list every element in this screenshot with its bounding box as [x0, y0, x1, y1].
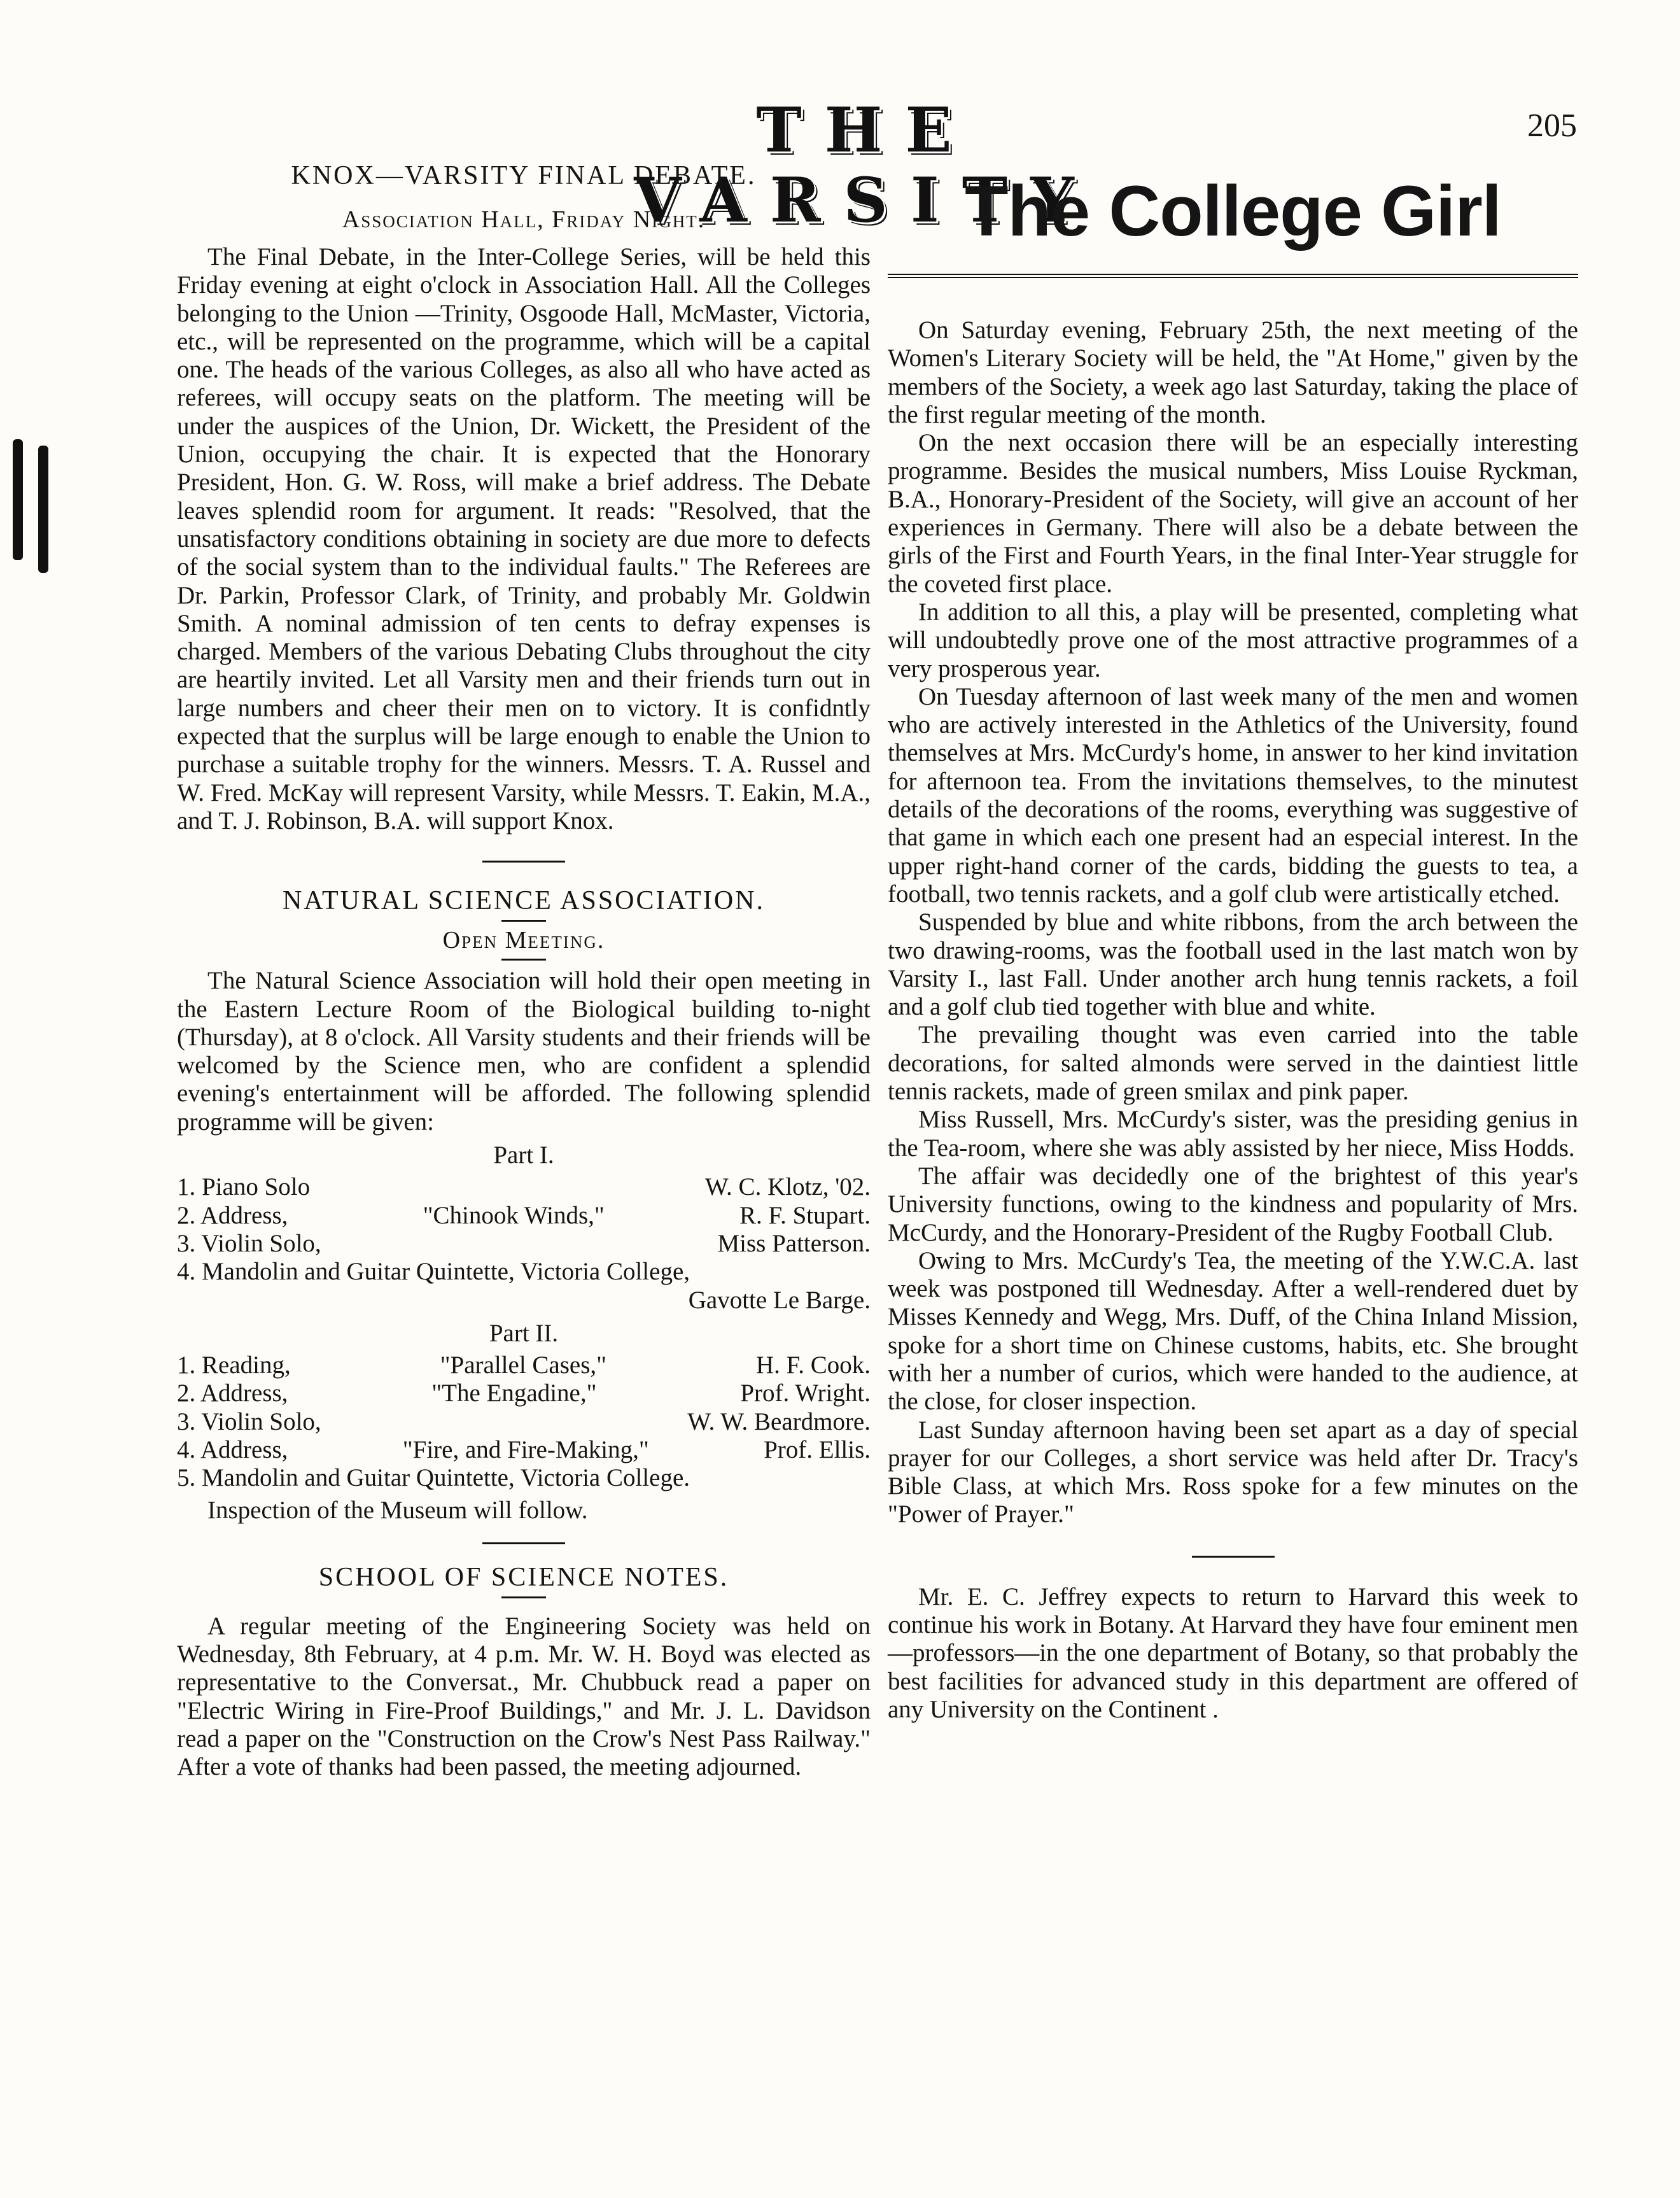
college-girl-paragraph: Last Sunday afternoon having been set apart as a day of special prayer for our Colleges, a short service was held after Dr. Tracy's Bible Class, at which Mrs. Ross spoke for a few minutes on the "Power of Prayer.": [888, 1416, 1578, 1528]
college-girl-paragraph: Miss Russell, Mrs. McCurdy's sister, was the presiding genius in the Tea-room, where she was ably assisted by her niece, Miss Hodds.: [888, 1106, 1578, 1162]
college-girl-paragraph: On Saturday evening, February 25th, the next meeting of the Women's Literary Society will be held, the "At Home," given by the members of the Society, a week ago last Saturday, taking the place of the first regular meeting of the month.: [888, 316, 1578, 428]
programme-item: 3. Violin Solo, W. W. Beardmore.: [177, 1407, 871, 1435]
right-column: [888, 159, 1578, 1724]
programme-part-1-label: Part I.: [493, 1141, 554, 1169]
section-divider: [1192, 1556, 1275, 1558]
section-divider: [501, 920, 546, 922]
college-girl-paragraph: In addition to all this, a play will be presented, completing what will undoubtedly prove one of the most attractive programmes of a very prosperous year.: [888, 598, 1578, 682]
knox-debate-subheading: Association Hall, Friday Night.: [342, 206, 706, 233]
college-girl-paragraph: Suspended by blue and white ribbons, from the arch between the two drawing-rooms, was the football used in the last match won by Varsity I., last Fall. Under another arch hung tennis rackets, a foil and a golf club tied together with blue and white.: [888, 908, 1578, 1021]
college-girl-title: The College Girl: [965, 171, 1501, 251]
college-girl-paragraph: On Tuesday afternoon of last week many of the men and women who are actively interested in the Athletics of the University, found themselves at Mrs. McCurdy's home, in answer to her kind invitation for afternoon tea. From the invitations themselves, to the minutest details of the decorations of the rooms, everything was suggestive of that game in which each one present had an especial interest. In the upper right-hand corner of the cards, bidding the guests to tea, a football, two tennis rackets, and a golf club were artistically etched.: [888, 682, 1578, 908]
college-girl-paragraph: The affair was decidedly one of the brightest of this year's University functions, owing to the kindness and popularity of Mrs. McCurdy, and the Honorary-President of the Rugby Football Club.: [888, 1162, 1578, 1246]
masthead-title: THE VARSITY: [634, 94, 1097, 236]
programme-item: 5. Mandolin and Guitar Quintette, Victoria College.: [177, 1464, 690, 1492]
programme-closing: Inspection of the Museum will follow.: [207, 1496, 588, 1524]
jeffrey-note: Mr. E. C. Jeffrey expects to return to Harvard this week to continue his work in Botany. At Harvard they have four eminent men—professors—in the one department of Botany, so that probably the best facilities for advanced study in this department are offered of any University on the Continent .: [888, 1582, 1578, 1723]
programme-item: 4. Mandolin and Guitar Quintette, Victoria College, Gavotte Le Barge.: [177, 1258, 871, 1314]
programme-part-1: [177, 1173, 871, 1314]
programme-part-2: [177, 1351, 871, 1492]
section-divider: [482, 1542, 565, 1544]
programme-item: 2. Address, "Chinook Winds," R. F. Stupart.: [177, 1201, 871, 1229]
programme-part-2-label: Part II.: [489, 1319, 559, 1347]
natural-science-body: The Natural Science Association will hold their open meeting in the Eastern Lecture Room of the Biological building to-night (Thursday), at 8 o'clock. All Varsity students and their friends will be welcomed by the Science men, who are confident a splendid evening's entertainment will be afforded. The following splendid programme will be given:: [177, 967, 871, 1136]
section-divider: [501, 959, 546, 961]
college-girl-paragraph: The prevailing thought was even carried into the table decorations, for salted almonds were served in the daintiest little tennis rackets, made of green smilax and pink paper.: [888, 1021, 1578, 1106]
programme-item: 1. Piano Solo W. C. Klotz, '02.: [177, 1173, 871, 1201]
section-divider: [482, 861, 565, 863]
knox-debate-body: The Final Debate, in the Inter-College Series, will be held this Friday evening at eight o'clock in Association Hall. All the Colleges belonging to the Union —Trinity, Osgoode Hall, McMaster, Victoria, etc., will be represented on the programme, which will be a capital one. The heads of the various Colleges, as also all who have acted as referees, will occupy seats on the platform. The meeting will be under the auspices of the Union, Dr. Wickett, the President of the Union, occupying the chair. It is expected that the Honorary President, Hon. G. W. Ross, will make a brief address. The Debate leaves splendid room for argument. It reads: "Resolved, that the unsatisfactory conditions obtaining in society are due more to defects of the social system than to the individual faults." The Referees are Dr. Parkin, Professor Clark, of Trinity, and probably Mr. Goldwin Smith. A nominal admission of ten cents to defray expenses is charged. Members of the various Debating Clubs throughout the city are heartily invited. Let all Varsity men and their friends turn out in large numbers and cheer their men on to victory. It is confidntly expected that the surplus will be large enough to enable the Union to purchase a suitable trophy for the winners. Messrs. T. A. Russel and W. Fred. McKay will represent Varsity, while Messrs. T. Eakin, M.A., and T. J. Robinson, B.A. will support Knox.: [177, 243, 871, 835]
knox-debate-heading: KNOX—VARSITY FINAL DEBATE.: [291, 161, 757, 190]
programme-item: 2. Address, "The Engadine," Prof. Wright.: [177, 1379, 871, 1407]
college-girl-paragraph: On the next occasion there will be an especially interesting programme. Besides the musical numbers, Miss Louise Ryckman, B.A., Honorary-President of the Society, will give an account of her experiences in Germany. There will also be a debate between the girls of the First and Fourth Years, in the final Inter-Year struggle for the coveted first place.: [888, 429, 1578, 598]
programme-item: 1. Reading, "Parallel Cases," H. F. Cook.: [177, 1351, 871, 1379]
section-divider: [501, 1596, 546, 1598]
college-girl-paragraph: Owing to Mrs. McCurdy's Tea, the meeting of the Y.W.C.A. last week was postponed till Wednesday. After a well-rendered duet by Misses Kennedy and Wegg, Mrs. Duff, of the China Inland Mission, spoke for a short time on Chinese customs, habits, etc. She brought with her a number of curios, which were handed to the audience, at the close, for closer inspection.: [888, 1246, 1578, 1416]
natural-science-heading: NATURAL SCIENCE ASSOCIATION.: [283, 886, 765, 916]
page-number: 205: [1527, 108, 1577, 144]
left-column: [177, 159, 871, 1782]
title-double-rule: [888, 274, 1578, 278]
school-of-science-body: A regular meeting of the Engineering Society was held on Wednesday, 8th February, at 4 p.m. Mr. W. H. Boyd was elected as representative to the Conversat., Mr. Chubbuck read a paper on "Electric Wiring in Fire-Proof Buildings," and Mr. J. L. Davidson read a paper on the "Construction on the Crow's Nest Pass Railway." After a vote of thanks had been passed, the meeting adjourned.: [177, 1612, 871, 1781]
programme-item: 4. Address, "Fire, and Fire-Making," Prof. Ellis.: [177, 1435, 871, 1463]
programme-item: 3. Violin Solo, Miss Patterson.: [177, 1229, 871, 1257]
natural-science-subheading: Open Meeting.: [442, 927, 605, 954]
school-of-science-heading: SCHOOL OF SCIENCE NOTES.: [318, 1562, 729, 1592]
